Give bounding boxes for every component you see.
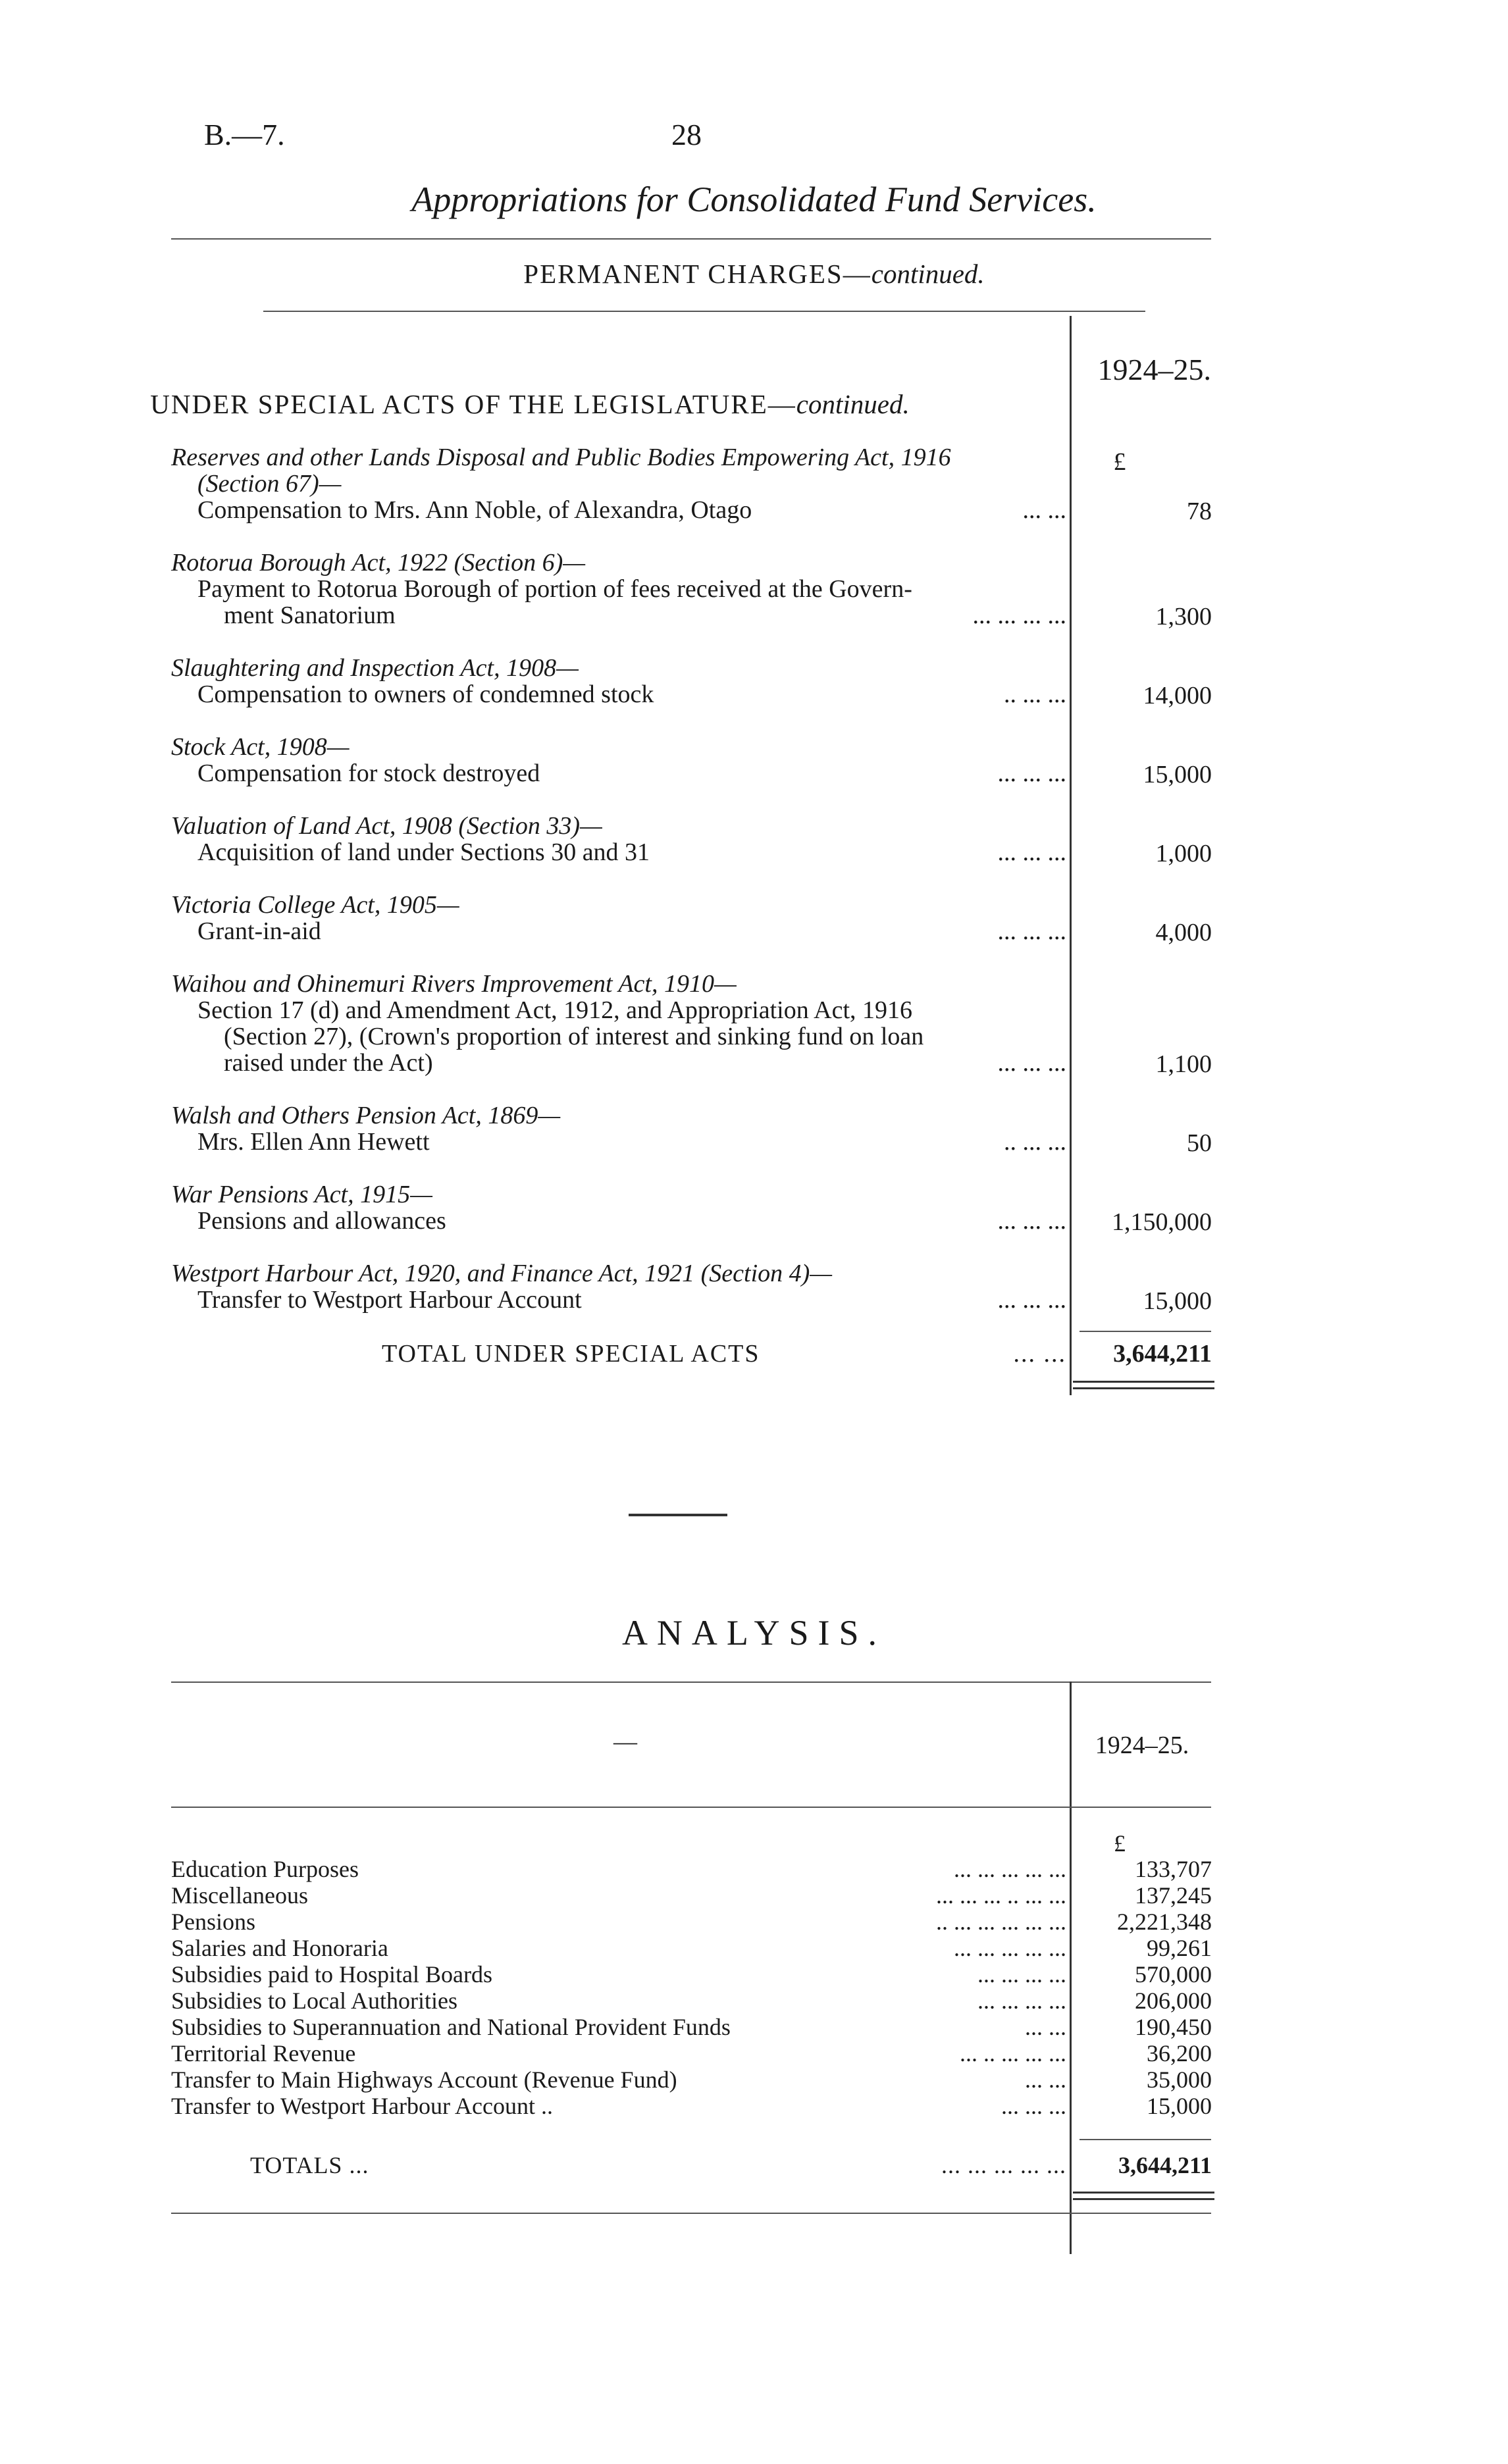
total-label: TOTAL UNDER SPECIAL ACTS — [382, 1340, 760, 1368]
subtitle-main: PERMANENT CHARGES— — [523, 259, 871, 289]
subtitle-rule — [263, 311, 1145, 312]
analysis-row: Subsidies paid to Hospital Boards ... ... ... ... — [171, 1961, 1066, 1988]
analysis-amount: 570,000 — [1135, 1961, 1212, 1988]
amount-waihou: 1,100 — [1155, 1050, 1212, 1078]
document-reference: B.—7. — [204, 118, 285, 151]
leader-dots: ... ... — [1013, 1340, 1066, 1368]
total-double-rule-1 — [1073, 1381, 1214, 1383]
analysis-row: Subsidies to Superannuation and National Provident Funds ... ... — [171, 2014, 1066, 2040]
total-double-rule-2 — [1073, 1387, 1214, 1389]
analysis-amount: 15,000 — [1147, 2093, 1212, 2119]
total-top-rule — [1079, 1331, 1211, 1332]
amount-walsh: 50 — [1187, 1129, 1212, 1157]
year-header: 1924–25. — [1097, 353, 1211, 386]
amount-war-pensions: 1,150,000 — [1112, 1208, 1212, 1236]
analysis-title: ANALYSIS. — [621, 1613, 887, 1653]
leader-dots: ... ... ... ... — [977, 1988, 1066, 2014]
analysis-amount: 99,261 — [1147, 1935, 1212, 1961]
entry-valuation-act — [171, 813, 1066, 865]
act-title: Waihou and Ohinemuri Rivers Improvement Act, 1910— — [171, 970, 737, 998]
entry-line: Compensation to owners of condemned stock .. ... ... — [197, 680, 1066, 708]
entry-westport-act — [171, 1260, 1066, 1313]
section-subtitle — [0, 258, 1508, 290]
leader-dots: .. ... ... — [1004, 680, 1066, 708]
leader-dots: ... ... ... .. ... ... — [936, 1882, 1066, 1909]
analysis-amount: 137,245 — [1135, 1882, 1212, 1909]
act-title: Rotorua Borough Act, 1922 (Section 6)— — [171, 549, 586, 577]
analysis-row: Education Purposes ... ... ... ... ... — [171, 1856, 1066, 1882]
analysis-row: Transfer to Main Highways Account (Revenue Fund) ... ... — [171, 2066, 1066, 2093]
entry-walsh-act — [171, 1102, 1066, 1155]
analysis-year-header: 1924–25. — [1095, 1732, 1189, 1759]
amount-stock: 15,000 — [1143, 761, 1212, 788]
entry-line: Transfer to Westport Harbour Account ... ... ... — [197, 1286, 1066, 1314]
leader-dots: ... ... ... ... ... — [941, 2152, 1066, 2178]
entry-line: (Section 27), (Crown's proportion of interest and sinking fund on loan — [224, 1023, 924, 1050]
analysis-total-amount: 3,644,211 — [1118, 2152, 1212, 2178]
entry-slaughtering-act — [171, 655, 1066, 707]
leader-dots: .. ... ... — [1004, 1128, 1066, 1156]
analysis-row: Transfer to Westport Harbour Account .. ... ... ... — [171, 2093, 1066, 2119]
analysis-row: Pensions .. ... ... ... ... ... — [171, 1909, 1066, 1935]
analysis-amount: 190,450 — [1135, 2014, 1212, 2040]
amount-rotorua: 1,300 — [1155, 603, 1212, 630]
act-title: Slaughtering and Inspection Act, 1908— — [171, 654, 579, 682]
analysis-double-rule-1 — [1073, 2192, 1214, 2194]
section-heading-main: UNDER SPECIAL ACTS OF THE LEGISLATURE— — [150, 389, 796, 419]
leader-dots: ... ... ... — [1001, 2093, 1066, 2119]
analysis-currency: £ — [1114, 1830, 1126, 1857]
act-title: Westport Harbour Act, 1920, and Finance Act, 1921 (Section 4)— — [171, 1260, 833, 1287]
leader-dots: ... ... ... — [997, 1286, 1066, 1314]
entry-victoria-act — [171, 892, 1066, 944]
entry-war-pensions-act — [171, 1181, 1066, 1234]
entry-rotorua-act — [171, 550, 1066, 629]
entry-line: Compensation to Mrs. Ann Noble, of Alexandra, Otago ... ... — [197, 496, 1066, 524]
analysis-row: Miscellaneous ... ... ... .. ... ... — [171, 1882, 1066, 1909]
analysis-amount: 2,221,348 — [1117, 1909, 1212, 1935]
analysis-row: Salaries and Honoraria ... ... ... ... ... — [171, 1935, 1066, 1961]
amount-victoria: 4,000 — [1155, 919, 1212, 946]
entry-reserves-act — [171, 444, 1066, 523]
section-heading-suffix: continued. — [796, 389, 910, 419]
analysis-row: Territorial Revenue ... .. ... ... ... — [171, 2040, 1066, 2066]
leader-dots: ... ... — [1022, 496, 1066, 524]
analysis-amount: 36,200 — [1147, 2040, 1212, 2066]
amount-valuation: 1,000 — [1155, 840, 1212, 867]
leader-dots: ... ... — [1025, 2014, 1066, 2040]
leader-dots: ... .. ... ... ... — [960, 2040, 1066, 2066]
amount-westport: 15,000 — [1143, 1287, 1212, 1315]
analysis-bottom-rule — [171, 2213, 1211, 2214]
section-separator — [629, 1514, 727, 1516]
leader-dots: ... ... ... ... ... — [954, 1856, 1066, 1882]
act-title: Reserves and other Lands Disposal and Public Bodies Empowering Act, 1916 — [171, 444, 951, 471]
act-title: Walsh and Others Pension Act, 1869— — [171, 1102, 561, 1129]
leader-dots: ... ... ... — [997, 1207, 1066, 1235]
leader-dots: ... ... — [1025, 2066, 1066, 2093]
analysis-amount: 133,707 — [1135, 1856, 1212, 1882]
page-title: Appropriations for Consolidated Fund Services. — [411, 180, 1097, 219]
leader-dots: ... ... ... ... — [972, 602, 1066, 629]
act-section: (Section 67)— — [197, 470, 342, 498]
leader-dots: .. ... ... ... ... ... — [936, 1909, 1066, 1935]
analysis-total-row — [171, 2152, 1066, 2178]
analysis-total-label: TOTALS ... — [250, 2152, 369, 2178]
analysis-top-rule — [171, 1681, 1211, 1683]
entry-stock-act — [171, 734, 1066, 786]
analysis-header-rule — [171, 1807, 1211, 1808]
leader-dots: ... ... ... — [997, 917, 1066, 945]
leader-dots: ... ... ... — [997, 1049, 1066, 1077]
analysis-double-rule-2 — [1073, 2198, 1214, 2200]
total-row — [171, 1339, 1066, 1368]
analysis-amount: 35,000 — [1147, 2066, 1212, 2093]
subtitle-suffix: continued. — [871, 259, 985, 289]
act-title: Victoria College Act, 1905— — [171, 891, 459, 919]
leader-dots: ... ... ... — [997, 838, 1066, 866]
currency-symbol: £ — [1113, 448, 1126, 476]
analysis-dash: — — [613, 1728, 637, 1755]
analysis-row: Subsidies to Local Authorities ... ... ... ... — [171, 1988, 1066, 2014]
page-number: 28 — [671, 118, 702, 151]
entry-line: Grant-in-aid ... ... ... — [197, 917, 1066, 945]
entry-line: Mrs. Ellen Ann Hewett .. ... ... — [197, 1128, 1066, 1156]
entry-line: Compensation for stock destroyed ... ... ... — [197, 759, 1066, 787]
title-rule — [171, 238, 1211, 240]
section-heading — [0, 388, 1060, 420]
entry-line: Acquisition of land under Sections 30 and 31 ... ... ... — [197, 838, 1066, 866]
analysis-amount: 206,000 — [1135, 1988, 1212, 2014]
analysis-total-top-rule — [1079, 2139, 1211, 2140]
amount-reserves: 78 — [1187, 498, 1212, 525]
entry-waihou-act — [171, 971, 1066, 1076]
leader-dots: ... ... ... — [997, 759, 1066, 787]
entry-line: ment Sanatorium ... ... ... ... — [224, 602, 1066, 629]
leader-dots: ... ... ... ... ... — [954, 1935, 1066, 1961]
leader-dots: ... ... ... ... — [977, 1961, 1066, 1988]
entry-line: Payment to Rotorua Borough of portion of fees received at the Govern- — [197, 575, 912, 603]
amount-slaughtering: 14,000 — [1143, 682, 1212, 709]
act-title: Stock Act, 1908— — [171, 733, 350, 761]
entry-line: raised under the Act) ... ... ... — [224, 1049, 1066, 1077]
act-title: Valuation of Land Act, 1908 (Section 33)— — [171, 812, 602, 840]
entry-line: Pensions and allowances ... ... ... — [197, 1207, 1066, 1235]
entry-line: Section 17 (d) and Amendment Act, 1912, and Appropriation Act, 1916 — [197, 996, 913, 1024]
act-title: War Pensions Act, 1915— — [171, 1181, 432, 1208]
total-amount: 3,644,211 — [1113, 1340, 1212, 1368]
